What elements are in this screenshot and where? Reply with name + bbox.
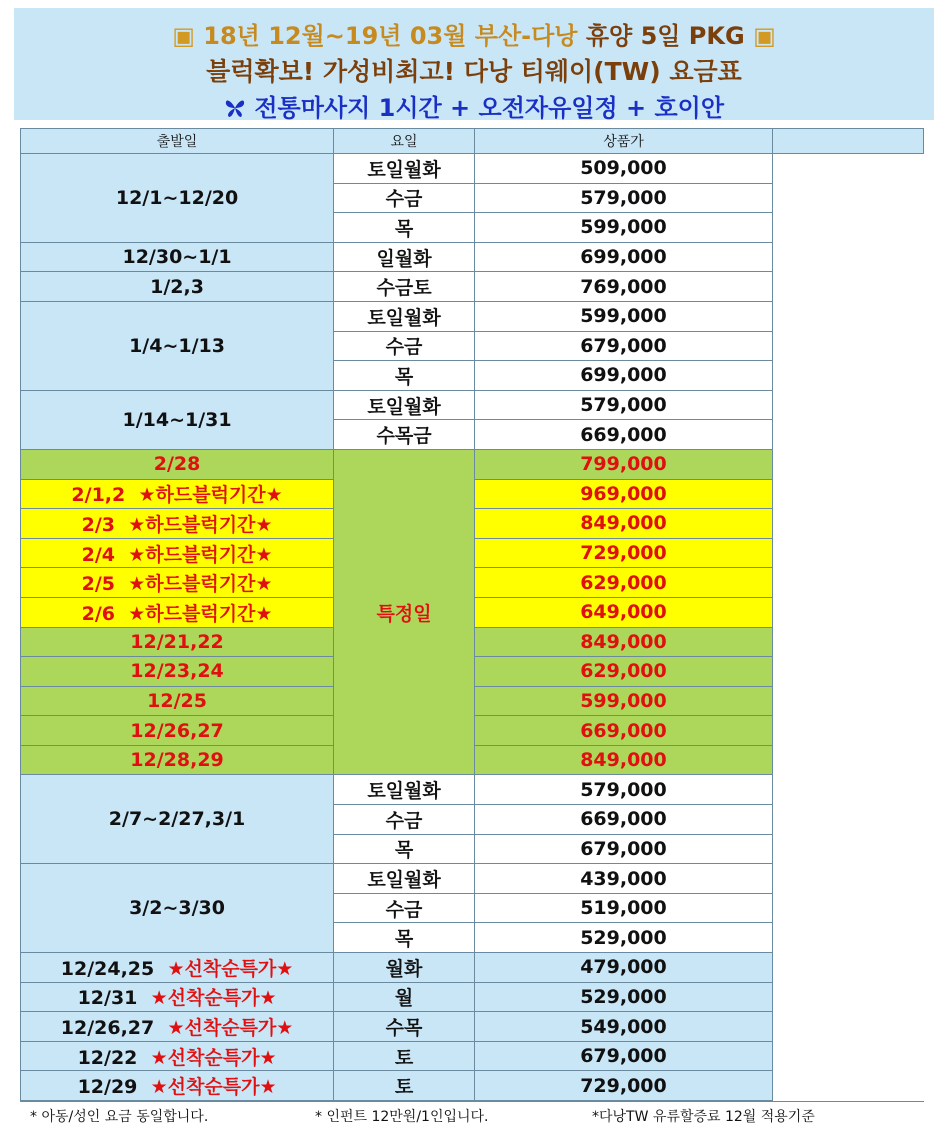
departure-cell: 2/7~2/27,3/1 (21, 775, 334, 864)
weekday-cell: 수금 (334, 805, 475, 835)
header-line-2: 블럭확보! 가성비최고! 다낭 티웨이(TW) 요금표 (206, 57, 742, 86)
promo-date: 12/26,27 (60, 1017, 155, 1040)
weekday-cell: 토일월화 (334, 154, 475, 184)
weekday-cell: 목 (334, 923, 475, 953)
hardblock-tag: ★하드블럭기간★ (128, 602, 273, 625)
footer-note-fuel: *다낭TW 유류할증료 12월 적용기준 (592, 1109, 815, 1125)
promo-tag: ★선착순특가★ (167, 1017, 294, 1040)
price-cell: 669,000 (475, 716, 773, 746)
price-cell: 509,000 (475, 154, 773, 184)
weekday-cell: 토 (334, 1041, 475, 1071)
price-cell: 769,000 (475, 272, 773, 302)
price-cell: 799,000 (475, 449, 773, 479)
table-row (21, 953, 924, 983)
table-row (21, 1041, 924, 1071)
header-package: 휴양 5일 PKG (585, 22, 745, 50)
box-icon: ▣ (753, 22, 776, 50)
weekday-cell: 월화 (334, 953, 475, 983)
special-date-cell (21, 509, 334, 539)
footer-note-infant: * 인펀트 12만원/1인입니다. (315, 1109, 489, 1125)
price-cell: 579,000 (475, 390, 773, 420)
departure-cell: 12/30~1/1 (21, 242, 334, 272)
table-row (21, 272, 924, 302)
special-date: 2/28 (153, 453, 201, 476)
price-cell: 529,000 (475, 923, 773, 953)
promo-tag: ★선착순특가★ (167, 957, 294, 980)
header-tour-info: 전통마사지 1시간 + 오전자유일정 + 호이안 (254, 94, 724, 122)
departure-cell: 3/2~3/30 (21, 864, 334, 953)
price-cell: 699,000 (475, 242, 773, 272)
promo-date-cell (21, 1041, 334, 1071)
weekday-cell: 토일월화 (334, 301, 475, 331)
hardblock-tag: ★하드블럭기간★ (128, 543, 273, 566)
price-cell: 849,000 (475, 509, 773, 539)
price-cell: 479,000 (475, 953, 773, 983)
table-row (21, 775, 924, 805)
header-line-3 (14, 88, 934, 123)
price-cell: 969,000 (475, 479, 773, 509)
promo-tag: ★선착순특가★ (150, 1046, 277, 1069)
weekday-cell: 토일월화 (334, 775, 475, 805)
special-label-cell: 특정일 (334, 449, 475, 775)
footer-note-child: * 아동/성인 요금 동일합니다. (30, 1109, 209, 1125)
butterfly-icon (224, 98, 246, 118)
weekday-cell: 수금토 (334, 272, 475, 302)
price-cell: 529,000 (475, 982, 773, 1012)
promo-date-cell (21, 953, 334, 983)
price-cell: 699,000 (475, 361, 773, 391)
special-date-cell: 12/28,29 (21, 745, 334, 775)
price-cell: 649,000 (475, 597, 773, 627)
special-date: 2/3 (81, 513, 116, 536)
price-cell: 679,000 (475, 1041, 773, 1071)
price-cell: 669,000 (475, 805, 773, 835)
table-row (21, 242, 924, 272)
price-cell: 439,000 (475, 864, 773, 894)
special-date: 2/6 (81, 602, 116, 625)
table-row (21, 390, 924, 420)
price-cell: 579,000 (475, 775, 773, 805)
header-departure: 출발일 (21, 129, 334, 154)
table-row (21, 982, 924, 1012)
hardblock-tag: ★하드블럭기간★ (128, 573, 273, 596)
side-filler (772, 129, 923, 154)
price-cell: 599,000 (475, 686, 773, 716)
price-cell: 679,000 (475, 331, 773, 361)
weekday-cell: 일월화 (334, 242, 475, 272)
promo-date: 12/29 (77, 1076, 138, 1099)
special-date-cell: 12/25 (21, 686, 334, 716)
special-date-cell (21, 449, 334, 479)
price-table (20, 128, 924, 1101)
weekday-cell: 목 (334, 361, 475, 391)
weekday-cell: 목 (334, 213, 475, 243)
promo-tag: ★선착순특가★ (150, 987, 277, 1010)
footer-notes (20, 1101, 924, 1128)
weekday-cell: 수금 (334, 893, 475, 923)
price-cell: 729,000 (475, 538, 773, 568)
price-cell: 849,000 (475, 745, 773, 775)
promo-date: 12/22 (77, 1046, 138, 1069)
weekday-cell: 수금 (334, 331, 475, 361)
departure-cell: 1/14~1/31 (21, 390, 334, 449)
price-cell: 679,000 (475, 834, 773, 864)
promo-date: 12/31 (77, 987, 138, 1010)
hardblock-tag: ★하드블럭기간★ (128, 513, 273, 536)
weekday-cell: 토일월화 (334, 864, 475, 894)
header-line-1 (14, 16, 934, 51)
weekday-cell: 월 (334, 982, 475, 1012)
promo-date-cell (21, 982, 334, 1012)
price-cell: 549,000 (475, 1012, 773, 1042)
special-date-cell (21, 568, 334, 598)
header-weekday: 요일 (334, 129, 475, 154)
header-period: 18년 12월~19년 03월 부산-다낭 (203, 22, 578, 50)
special-date: 2/1,2 (71, 484, 126, 507)
table-row (21, 301, 924, 331)
special-date-cell (21, 538, 334, 568)
header-banner (14, 8, 934, 120)
table-row (21, 449, 924, 479)
price-cell: 669,000 (475, 420, 773, 450)
special-date: 2/4 (81, 543, 116, 566)
promo-date-cell (21, 1071, 334, 1101)
price-cell: 849,000 (475, 627, 773, 657)
price-cell: 629,000 (475, 657, 773, 687)
special-date: 2/5 (81, 573, 116, 596)
weekday-cell: 목 (334, 834, 475, 864)
special-date-cell: 12/26,27 (21, 716, 334, 746)
promo-date: 12/24,25 (60, 957, 155, 980)
price-cell: 599,000 (475, 301, 773, 331)
weekday-cell: 수목 (334, 1012, 475, 1042)
special-date-cell (21, 597, 334, 627)
box-icon: ▣ (172, 22, 195, 50)
table-header-row (21, 129, 924, 154)
table-row (21, 864, 924, 894)
special-date-cell: 12/23,24 (21, 657, 334, 687)
table-row (21, 1071, 924, 1101)
price-cell: 729,000 (475, 1071, 773, 1101)
special-date-cell (21, 479, 334, 509)
special-date-cell: 12/21,22 (21, 627, 334, 657)
weekday-cell: 수금 (334, 183, 475, 213)
weekday-cell: 수목금 (334, 420, 475, 450)
weekday-cell: 토 (334, 1071, 475, 1101)
departure-cell: 1/2,3 (21, 272, 334, 302)
promo-tag: ★선착순특가★ (150, 1076, 277, 1099)
header-price: 상품가 (475, 129, 773, 154)
weekday-cell: 토일월화 (334, 390, 475, 420)
departure-cell: 1/4~1/13 (21, 301, 334, 390)
table-row (21, 154, 924, 184)
hardblock-tag: ★하드블럭기간★ (138, 484, 283, 507)
departure-cell: 12/1~12/20 (21, 154, 334, 243)
price-cell: 599,000 (475, 213, 773, 243)
price-cell: 519,000 (475, 893, 773, 923)
table-row (21, 1012, 924, 1042)
promo-date-cell (21, 1012, 334, 1042)
price-cell: 629,000 (475, 568, 773, 598)
price-cell: 579,000 (475, 183, 773, 213)
